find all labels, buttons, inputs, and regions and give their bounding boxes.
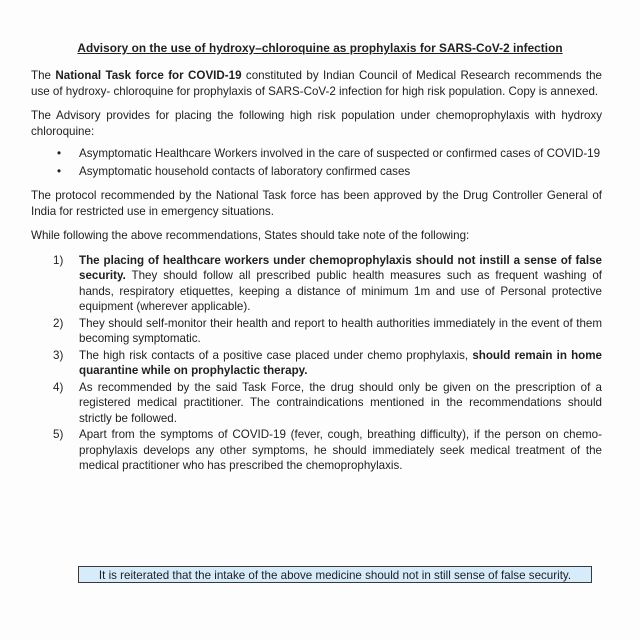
item-text: As recommended by the said Task Force, the drug should only be given on the prescription of a registered medical practitioner. The contraindications mentioned in the recommendations should strictly be followed. [79, 380, 602, 425]
recommendations-list [31, 253, 602, 474]
item-text: Apart from the symptoms of COVID-19 (fever, cough, breathing difficulty), if the person on chemo-prophylaxis develops any other symptoms, he should immediately seek medical treatment of the medical practitioner who has prescribed the chemoprophylaxis. [79, 428, 602, 472]
item-bold-text: The placing of healthcare workers under chemoprophylaxis should not instill a sense of false security. [79, 253, 602, 282]
item-number: 3) [53, 348, 64, 362]
item-bold-text: should remain in home quarantine while on prophylactic therapy. [79, 348, 603, 377]
advisory-paragraph: The Advisory provides for placing the following high risk population under chemoprophylaxis with hydroxy chloroquine: [31, 109, 602, 138]
highlighted-reiteration: It is reiterated that the intake of the above medicine should not in still sense of false security. [78, 566, 592, 583]
intro-paragraph [31, 68, 602, 99]
list-item [31, 146, 602, 162]
list-item [31, 253, 602, 315]
document-title: Advisory on the use of hydroxy–chloroquine as prophylaxis for SARS-CoV-2 infection [77, 41, 563, 55]
item-number: 4) [53, 380, 64, 394]
intro-post: constituted by Indian Council of Medical Research recommends the use of hydroxy- chloroquine for prophylaxis of SARS-CoV-2 infection for high risk population. Copy is annexed. [31, 69, 602, 98]
bullet-text: Asymptomatic Healthcare Workers involved in the care of suspected or confirmed cases of COVID-19 [79, 147, 601, 160]
bullet-dot-icon: • [57, 147, 62, 160]
protocol-paragraph: The protocol recommended by the National Task force has been approved by the Drug Controller General of India for restricted use in emergency situations. [31, 189, 602, 218]
bullet-text: Asymptomatic household contacts of laboratory confirmed cases [79, 164, 411, 178]
document-body [31, 68, 602, 475]
item-number: 2) [53, 316, 64, 330]
list-item [31, 380, 602, 427]
list-item [31, 164, 602, 180]
bullet-dot-icon: • [57, 164, 62, 178]
following-paragraph: While following the above recommendations, States should take note of the following: [31, 229, 470, 242]
high-risk-list [31, 146, 602, 179]
intro-bold: National Task force for COVID-19 [55, 69, 242, 82]
list-item [31, 427, 602, 474]
item-text: The high risk contacts of a positive case placed under chemo prophylaxis, [79, 348, 473, 362]
item-number: 5) [53, 428, 64, 441]
list-item [31, 348, 602, 379]
list-item [31, 316, 602, 347]
item-text: They should follow all prescribed public health measures such as frequent washing of hands, respiratory etiquettes, keeping a distance of minimum 1m and use of Personal protective equipment (wherever applicable). [79, 269, 602, 313]
intro-pre: The [31, 69, 56, 82]
item-number: 1) [53, 253, 64, 267]
item-text: They should self-monitor their health and report to health authorities immediately in the event of them becoming symptomatic. [79, 316, 602, 345]
